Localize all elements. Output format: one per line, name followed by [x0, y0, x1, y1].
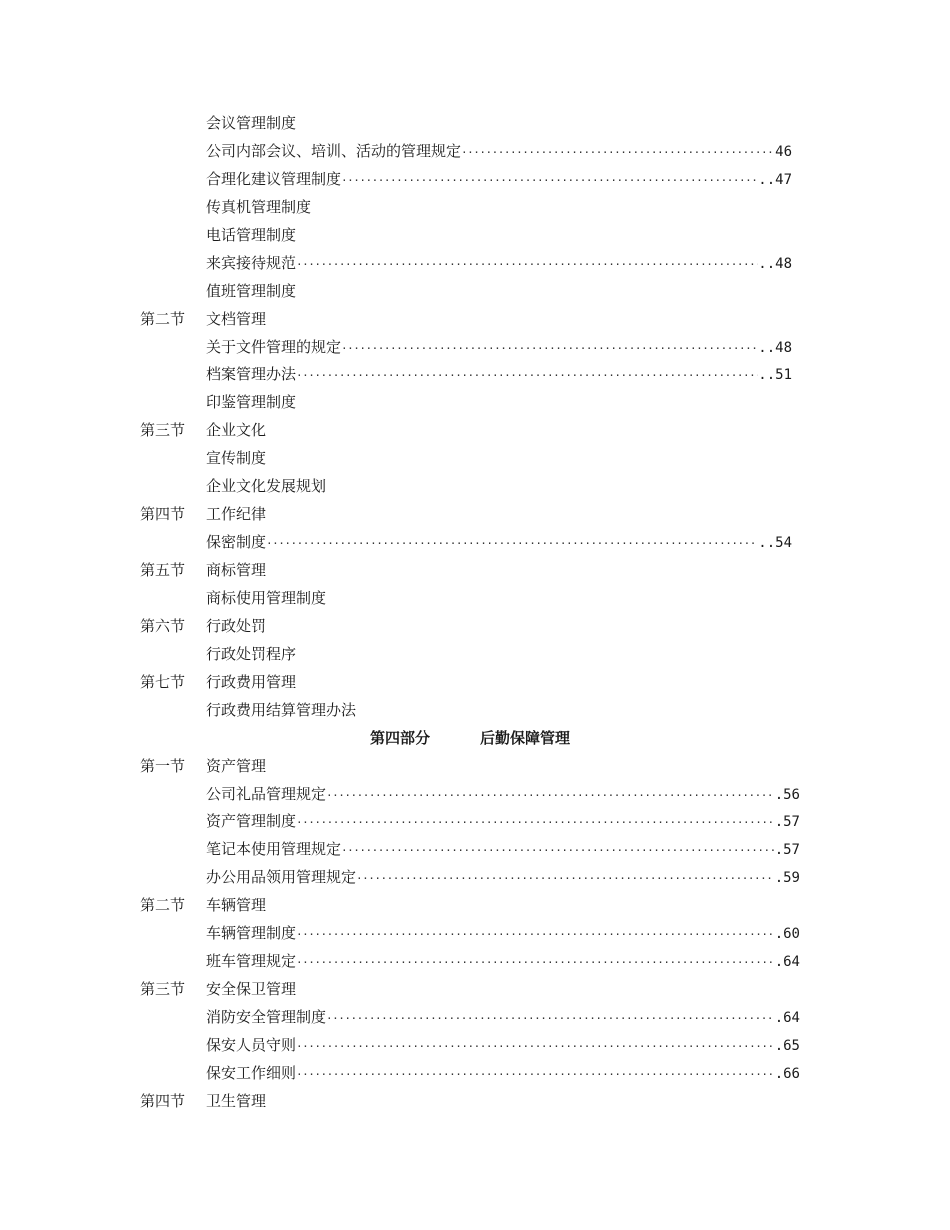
toc-entry-row [0, 194, 950, 222]
dot-leader [266, 530, 758, 558]
toc-entry-title: 来宾接待规范 [206, 253, 297, 272]
toc-entry[interactable] [206, 836, 800, 865]
toc-entry-row [0, 1060, 950, 1088]
section-number: 第一节 [140, 756, 186, 775]
dot-leader [461, 139, 775, 167]
section-title: 安全保卫管理 [206, 980, 297, 999]
toc-entry-title[interactable]: 印鉴管理制度 [206, 393, 297, 412]
toc-entry-title[interactable]: 值班管理制度 [206, 281, 297, 300]
toc-entry[interactable] [206, 334, 792, 363]
dot-leader [296, 1033, 775, 1061]
toc-entry[interactable] [206, 808, 800, 837]
dot-leader [326, 782, 775, 810]
toc-entry-title[interactable]: 行政费用结算管理办法 [206, 700, 357, 719]
toc-entry-row [0, 389, 950, 417]
toc-entry[interactable] [206, 1004, 800, 1033]
toc-entry-title: 关于文件管理的规定 [206, 337, 342, 356]
toc-entry-title[interactable]: 商标使用管理制度 [206, 588, 327, 607]
toc-entry-row [0, 138, 950, 166]
toc-section-row [0, 669, 950, 697]
page-number: .66 [774, 1065, 800, 1082]
toc-entry-row [0, 948, 950, 976]
toc-entry-title: 公司礼品管理规定 [206, 784, 327, 803]
toc-entry-title: 笔记本使用管理规定 [206, 840, 342, 859]
toc-entry[interactable] [206, 529, 792, 558]
toc-section-row [0, 501, 950, 529]
section-title: 商标管理 [206, 561, 267, 579]
table-of-contents [0, 110, 950, 1116]
dot-leader [296, 809, 775, 837]
section-title: 文档管理 [206, 309, 267, 328]
toc-section-row [0, 1088, 950, 1116]
toc-entry-title: 办公用品领用管理规定 [206, 868, 357, 887]
toc-entry-title[interactable]: 电话管理制度 [206, 225, 297, 244]
toc-section-row [0, 557, 950, 585]
page-number: .64 [774, 1010, 800, 1026]
section-number: 第二节 [140, 309, 186, 328]
toc-entry-row [0, 278, 950, 306]
page-number: .65 [774, 1037, 800, 1054]
section-number: 第四节 [140, 505, 186, 524]
dot-leader [341, 335, 758, 363]
toc-entry-title[interactable]: 宣传制度 [206, 449, 267, 468]
page-number: ..48 [758, 255, 792, 272]
toc-entry-title[interactable]: 企业文化发展规划 [206, 477, 327, 496]
dot-leader [296, 362, 758, 390]
dot-leader [341, 167, 758, 195]
page-number: .64 [774, 954, 800, 971]
page-number: .60 [774, 926, 800, 943]
toc-entry-title: 车辆管理制度 [206, 924, 297, 943]
toc-entry-title: 消防安全管理制度 [206, 1008, 327, 1026]
toc-entry-row [0, 1032, 950, 1060]
toc-entry-row [0, 864, 950, 892]
section-number: 第六节 [140, 616, 186, 635]
toc-entry-title: 保安工作细则 [206, 1063, 297, 1082]
toc-entry[interactable] [206, 920, 800, 949]
page-number: ..51 [758, 367, 792, 384]
toc-entry[interactable] [206, 250, 792, 279]
section-title: 车辆管理 [206, 896, 267, 915]
toc-entry-title: 保密制度 [206, 533, 267, 552]
toc-entry-row [0, 250, 950, 278]
toc-entry-row [0, 641, 950, 669]
toc-section-row [0, 306, 950, 334]
section-number: 第三节 [140, 980, 186, 999]
section-number: 第三节 [140, 421, 186, 440]
toc-section-row [0, 753, 950, 781]
toc-entry[interactable] [206, 138, 792, 167]
dot-leader [356, 865, 775, 893]
toc-entry-title: 保安人员守则 [206, 1035, 297, 1054]
page-number: ..48 [758, 339, 792, 356]
section-title: 卫生管理 [206, 1091, 267, 1110]
toc-entry-row [0, 334, 950, 362]
toc-part-row [0, 725, 950, 753]
toc-entry-row [0, 697, 950, 725]
toc-entry-title: 公司内部会议、培训、活动的管理规定 [206, 141, 462, 160]
toc-section-row [0, 417, 950, 445]
toc-entry[interactable] [206, 361, 792, 390]
toc-entry-row [0, 1004, 950, 1032]
dot-leader [326, 1005, 775, 1033]
toc-entry-row [0, 473, 950, 501]
toc-entry[interactable] [206, 781, 800, 810]
toc-entry[interactable] [206, 1032, 800, 1061]
toc-entry-row [0, 585, 950, 613]
page-number: .57 [774, 842, 800, 859]
toc-entry-row [0, 222, 950, 250]
toc-entry-row [0, 920, 950, 948]
toc-entry-title: 档案管理办法 [206, 365, 297, 384]
dot-leader [296, 1061, 775, 1089]
toc-entry-row [0, 445, 950, 473]
toc-entry-row [0, 781, 950, 809]
toc-entry-row [0, 836, 950, 864]
page-number: .59 [774, 870, 800, 887]
toc-entry-title: 班车管理规定 [206, 952, 297, 971]
toc-entry-title: 资产管理制度 [206, 812, 297, 831]
toc-entry[interactable] [206, 864, 800, 893]
page-number: .56 [774, 786, 800, 803]
page-number: ..54 [758, 535, 792, 552]
toc-section-row [0, 613, 950, 641]
part-number: 第四部分 [370, 728, 431, 747]
toc-section-row [0, 892, 950, 920]
toc-entry[interactable] [206, 166, 792, 195]
part-title: 后勤保障管理 [480, 728, 571, 747]
part-heading [370, 725, 570, 753]
page-number: .57 [774, 814, 800, 831]
section-title: 资产管理 [206, 756, 267, 775]
section-title: 行政处罚 [206, 616, 267, 635]
section-number: 第四节 [140, 1091, 186, 1110]
toc-entry-row [0, 110, 950, 138]
page-number: ..47 [758, 171, 792, 188]
dot-leader [296, 251, 758, 279]
toc-entry-row [0, 808, 950, 836]
dot-leader [296, 921, 775, 949]
toc-entry-row [0, 166, 950, 194]
section-title: 工作纪律 [206, 505, 267, 524]
toc-section-row [0, 976, 950, 1004]
toc-entry[interactable] [206, 1060, 800, 1089]
toc-entry-title[interactable]: 传真机管理制度 [206, 197, 312, 216]
section-title: 企业文化 [206, 421, 267, 440]
section-number: 第五节 [140, 561, 186, 579]
section-title: 行政费用管理 [206, 672, 297, 691]
toc-entry-title[interactable]: 会议管理制度 [206, 114, 297, 132]
toc-entry-title[interactable]: 行政处罚程序 [206, 644, 297, 663]
toc-entry-row [0, 529, 950, 557]
section-number: 第二节 [140, 896, 186, 915]
toc-entry-title: 合理化建议管理制度 [206, 169, 342, 188]
toc-entry[interactable] [206, 948, 800, 977]
toc-entry-row [0, 361, 950, 389]
dot-leader [296, 949, 775, 977]
dot-leader [341, 837, 775, 865]
page-number: 46 [775, 143, 792, 160]
section-number: 第七节 [140, 672, 186, 691]
